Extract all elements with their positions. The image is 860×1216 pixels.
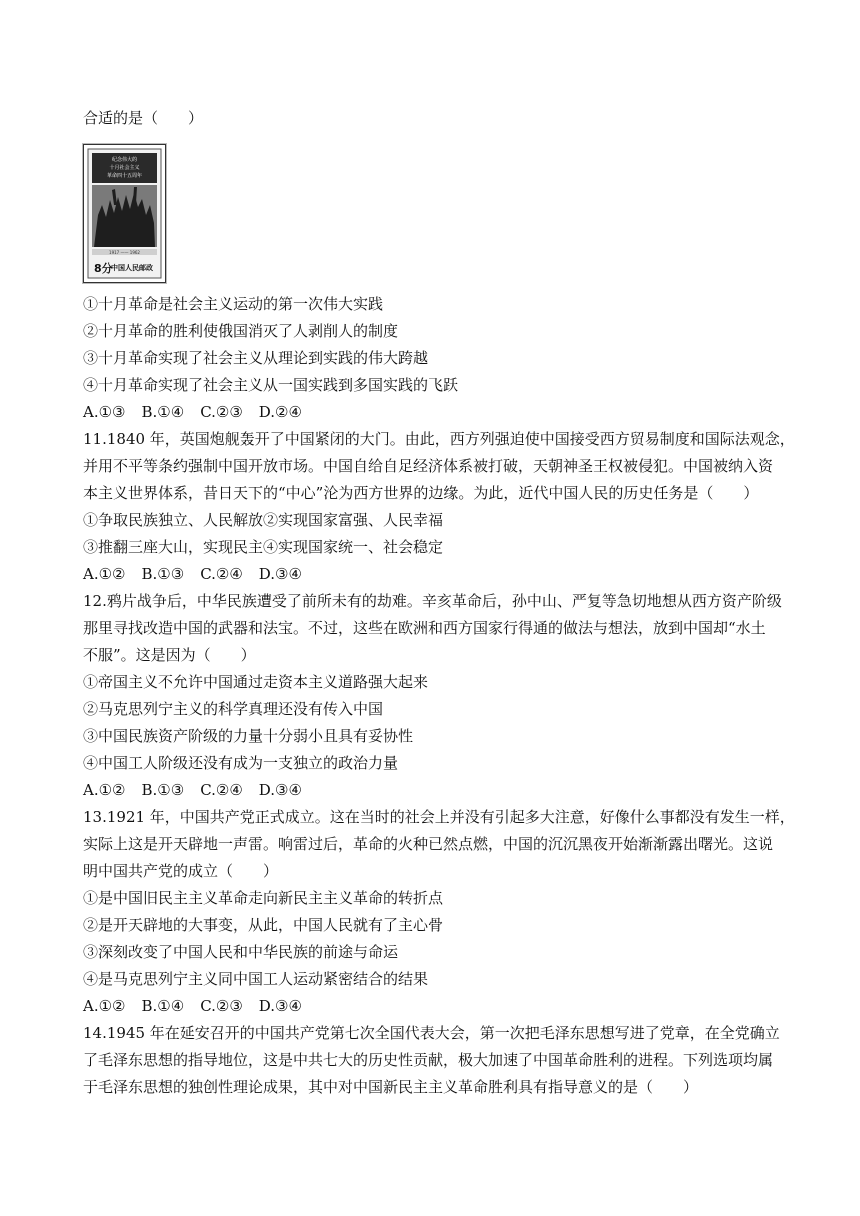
q12-options [83, 777, 783, 804]
q13-stem-line-2: 实际上这是开天辟地一声雷。响雷过后，革命的火种已然点燃，中国的沉沉黑夜开始渐渐露出曙光。这说 [83, 835, 774, 853]
q13-item-1: ①是中国旧民主主义革命走向新民主主义革命的转折点 [83, 889, 444, 907]
q11-option-c: C.②④ [200, 565, 243, 583]
q13-stem-line-1: 13.1921 年，中国共产党正式成立。这在当时的社会上并没有引起多大注意，好像什么事都没有发生一样， [83, 808, 795, 826]
q10-item-3: ③十月革命实现了社会主义从理论到实践的伟大跨越 [83, 349, 429, 367]
q13-item-3: ③深刻改变了中国人民和中华民族的前途与命运 [83, 943, 399, 961]
q10-option-c: C.②③ [200, 403, 243, 421]
question-10-stem-end: 合适的是（ ） [83, 109, 204, 127]
q11-stem-line-3: 本主义世界体系，昔日天下的“中心”沦为西方世界的边缘。为此，近代中国人民的历史任务是（ ） [83, 484, 759, 502]
q13-item-4: ④是马克思列宁主义同中国工人运动紧密结合的结果 [83, 970, 429, 988]
q10-option-a: A.①③ [83, 403, 126, 421]
q12-item-3: ③中国民族资产阶级的力量十分弱小且具有妥协性 [83, 727, 414, 745]
q12-stem-line-3: 不服”。这是因为（ ） [83, 646, 256, 664]
q14-stem-line-2: 了毛泽东思想的指导地位，这是中共七大的历史性贡献，极大加速了中国革命胜利的进程。下列选项均属 [83, 1051, 774, 1069]
q13-options [83, 993, 783, 1020]
q10-option-d: D.②④ [258, 403, 302, 421]
stamp-illustration [84, 145, 165, 282]
q12-option-b: B.①③ [141, 781, 185, 799]
q11-item-1: ①争取民族独立、人民解放②实现国家富强、人民幸福 [83, 511, 444, 529]
q12-option-a: A.①② [83, 781, 126, 799]
q11-option-a: A.①② [83, 565, 126, 583]
q10-option-b: B.①④ [141, 403, 185, 421]
stamp-value: 8分 [94, 262, 113, 275]
q13-option-c: C.②③ [200, 997, 243, 1015]
q14-stem-line-1: 14.1945 年在延安召开的中国共产党第七次全国代表大会，第一次把毛泽东思想写进了党章，在全党确立 [83, 1024, 780, 1042]
stamp-header-line-3: 革命四十五周年 [106, 173, 143, 179]
q11-item-2: ③推翻三座大山，实现民主④实现国家统一、社会稳定 [83, 538, 444, 556]
q13-option-b: B.①④ [141, 997, 185, 1015]
q12-option-d: D.③④ [258, 781, 302, 799]
q10-options [83, 399, 783, 426]
q13-stem-line-3: 明中国共产党的成立（ ） [83, 862, 279, 880]
q11-stem-line-1: 11.1840 年，英国炮舰轰开了中国紧闭的大门。由此，西方列强迫使中国接受西方贸易制度和国际法观念， [83, 430, 795, 448]
q12-item-4: ④中国工人阶级还没有成为一支独立的政治力量 [83, 754, 399, 772]
stamp-header-line-2: 十月社会主义 [109, 165, 140, 171]
q13-item-2: ②是开天辟地的大事变，从此，中国人民就有了主心骨 [83, 916, 444, 934]
stamp-issuer: 中国人民邮政 [111, 264, 153, 272]
q13-option-d: D.③④ [258, 997, 302, 1015]
q12-option-c: C.②④ [200, 781, 243, 799]
question-content [83, 105, 795, 1101]
q11-option-b: B.①③ [141, 565, 185, 583]
q12-stem-line-2: 那里寻找改造中国的武器和法宝。不过，这些在欧洲和西方国家行得通的做法与想法，放到中国却“水土 [83, 619, 766, 637]
stamp-years: 1917 —— 1962 [109, 250, 140, 255]
q10-item-4: ④十月革命实现了社会主义从一国实践到多国实践的飞跃 [83, 376, 459, 394]
q10-item-2: ②十月革命的胜利使俄国消灭了人剥削人的制度 [83, 322, 399, 340]
q12-stem-line-1: 12.鸦片战争后，中华民族遭受了前所未有的劫难。辛亥革命后，孙中山、严复等急切地想从西方资产阶级 [83, 592, 782, 610]
q11-stem-line-2: 并用不平等条约强制中国开放市场。中国自给自足经济体系被打破，天朝神圣王权被侵犯。中国被纳入资 [83, 457, 774, 475]
q12-item-2: ②马克思列宁主义的科学真理还没有传入中国 [83, 700, 384, 718]
q12-item-1: ①帝国主义不允许中国通过走资本主义道路强大起来 [83, 673, 429, 691]
q11-option-d: D.③④ [258, 565, 302, 583]
q11-options [83, 561, 783, 588]
q10-item-1: ①十月革命是社会主义运动的第一次伟大实践 [83, 295, 384, 313]
q13-option-a: A.①② [83, 997, 126, 1015]
q14-stem-line-3: 于毛泽东思想的独创性理论成果，其中对中国新民主主义革命胜利具有指导意义的是（ ） [83, 1078, 699, 1096]
stamp-header-line-1: 纪念伟大的 [111, 157, 138, 163]
stamp-image [83, 144, 166, 283]
